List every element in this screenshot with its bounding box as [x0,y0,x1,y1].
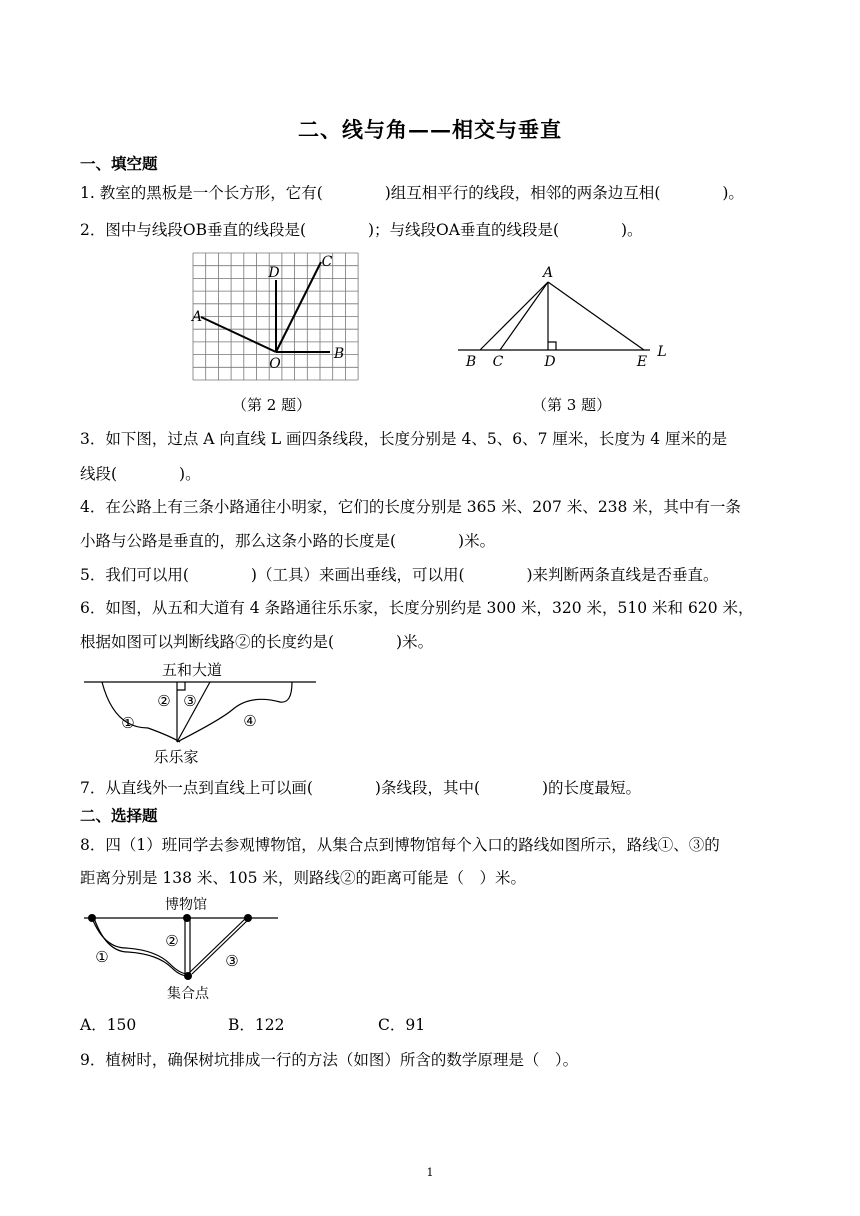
figure-q3-triangle [450,262,680,372]
question-3-line-2: 线段( )。 [80,465,201,483]
route-1 [102,682,180,742]
label-d: D [268,265,280,281]
route-2-label: ② [157,692,171,710]
caption-figure-2: （第 2 题） [232,396,312,414]
figure-q2-grid [190,250,362,384]
option-b: B．122 [228,1016,285,1034]
question-3-line-1: 3．如下图，过点 A 向直线 L 画四条线段，长度分别是 4、5、6、7 厘米，长度为 4 厘米的是 [80,430,728,448]
question-5: 5．我们可以用( )（工具）来画出垂线，可以用( )来判断两条直线是否垂直。 [80,566,719,584]
label-a: A [542,265,554,281]
question-2: 2．图中与线段OB垂直的线段是( )；与线段OA垂直的线段是( )。 [80,221,643,239]
page-number: 1 [426,1166,434,1179]
label-a: A [191,309,203,325]
label-o: O [269,356,281,372]
label-b: B [333,346,345,362]
segment-oa [201,317,276,352]
question-8-line-2: 距离分别是 138 米、105 米，则路线②的距离可能是（ ）米。 [80,869,526,887]
question-8-line-1: 8．四（1）班同学去参观博物馆，从集合点到博物馆每个入口的路线如图所示，路线①、③的 [80,836,720,854]
question-9: 9．植树时，确保树坑排成一行的方法（如图）所含的数学原理是（ ）。 [80,1051,579,1069]
figure-q8-routes [80,894,290,1004]
label-c: C [492,354,504,370]
section-choice: 二、选择题 [80,806,158,825]
route-3-label: ③ [183,692,197,710]
label-c: C [321,254,333,270]
route-2 [185,918,190,974]
route-3-label: ③ [225,952,239,970]
home-name: 乐乐家 [153,748,199,766]
figure-q6-routes [80,658,330,770]
question-6-line-2: 根据如图可以判断线路②的长度约是( )米。 [80,633,434,651]
route-1-label: ① [95,948,109,966]
option-c: C．91 [378,1016,426,1034]
segment-oc [276,262,321,352]
route-4-label: ④ [243,712,257,730]
label-e: E [636,354,648,370]
label-l: L [657,344,667,360]
route-4 [177,682,292,742]
route-2-label: ② [165,932,179,950]
question-4-line-1: 4．在公路上有三条小路通往小明家，它们的长度分别是 365 米、207 米、238 米，其中有一条 [80,498,741,516]
caption-figure-3: （第 3 题） [532,396,612,414]
page-title: 二、线与角——相交与垂直 [298,117,562,142]
meeting-point-name: 集合点 [167,986,209,1002]
label-b: B [465,354,477,370]
question-1: 1. 教室的黑板是一个长方形，它有( )组互相平行的线段，相邻的两条边互相( )。 [80,184,744,202]
question-6-line-1: 6．如图，从五和大道有 4 条路通往乐乐家，长度分别约是 300 米，320 米，510 米和 620 米， [80,599,754,617]
option-a: A．150 [80,1016,137,1034]
question-4-line-2: 小路与公路是垂直的，那么这条小路的长度是( )米。 [80,532,496,550]
route-1-label: ① [121,714,135,732]
question-7: 7．从直线外一点到直线上可以画( )条线段，其中( )的长度最短。 [80,779,642,797]
label-d: D [544,354,556,370]
section-fill-blank: 一、填空题 [80,154,158,173]
museum-name: 博物馆 [165,897,207,913]
road-name: 五和大道 [161,661,223,679]
